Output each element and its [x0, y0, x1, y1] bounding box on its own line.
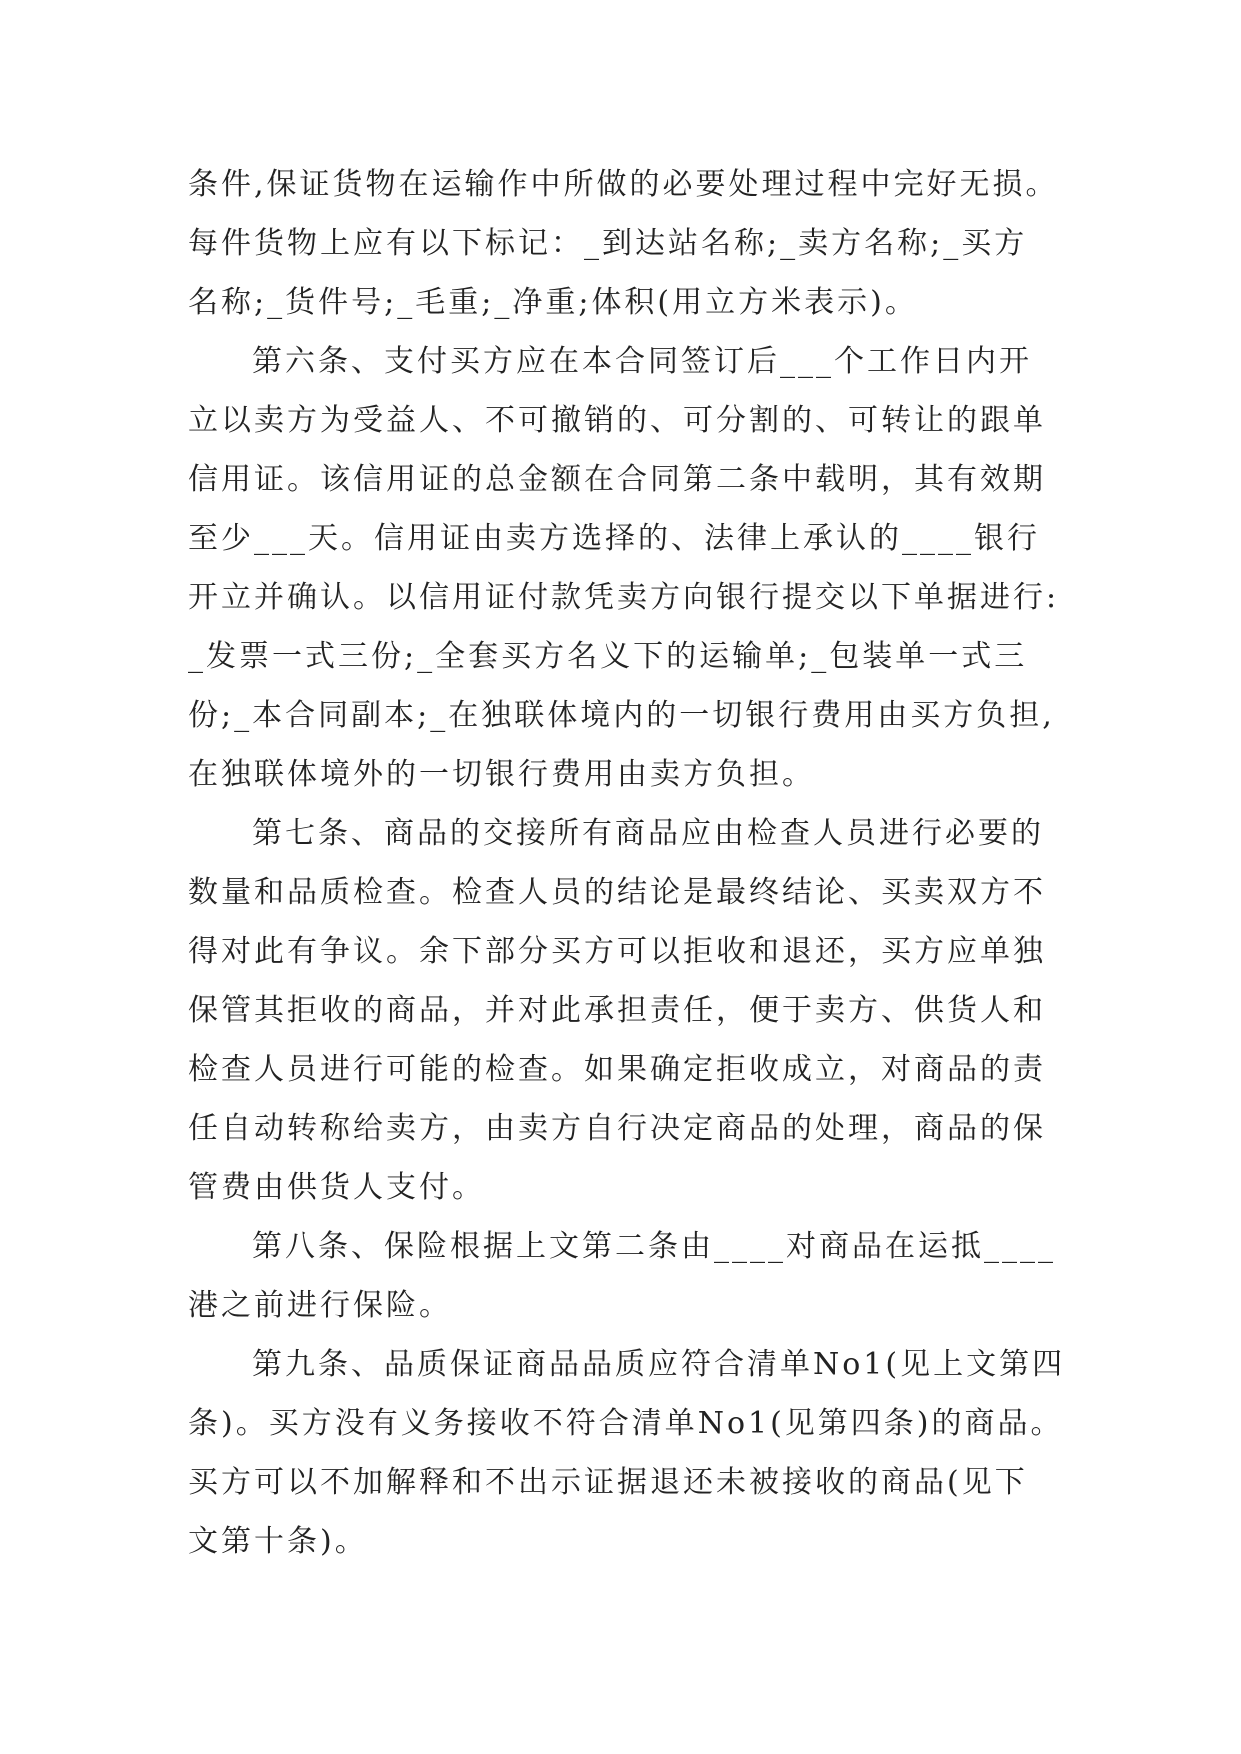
- text-line: 第六条、支付买方应在本合同签订后___个工作日内开: [252, 344, 1032, 379]
- text-line: _发票一式三份;_全套买方名义下的运输单;_包装单一式三: [188, 639, 1028, 674]
- text-line: 数量和品质检查。检查人员的结论是最终结论、买卖双方不: [188, 875, 1046, 910]
- text-line: 开立并确认。以信用证付款凭卖方向银行提交以下单据进行:: [188, 580, 1060, 615]
- text-line: 在独联体境外的一切银行费用由卖方负担。: [188, 757, 815, 792]
- text-line: 份;_本合同副本;_在独联体境内的一切银行费用由买方负担,: [188, 698, 1055, 733]
- text-line: 任自动转称给卖方，由卖方自行决定商品的处理，商品的保: [188, 1111, 1046, 1146]
- text-line: 条件,保证货物在运输作中所做的必要处理过程中完好无损。: [188, 167, 1059, 202]
- paragraph-marking-clause: [188, 155, 1078, 332]
- text-line: 信用证。该信用证的总金额在合同第二条中载明，其有效期: [188, 462, 1046, 497]
- text-line: 保管其拒收的商品，并对此承担责任，便于卖方、供货人和: [188, 993, 1046, 1028]
- text-line: 管费由供货人支付。: [188, 1170, 485, 1205]
- text-line: 条)。买方没有义务接收不符合清单No1(见第四条)的商品。: [188, 1406, 1064, 1441]
- text-line: 文第十条)。: [188, 1524, 368, 1559]
- paragraph-article-6-payment: [188, 332, 1078, 804]
- text-line: 每件货物上应有以下标记：_到达站名称;_卖方名称;_买方: [188, 226, 1028, 261]
- text-line: 至少___天。信用证由卖方选择的、法律上承认的____银行: [188, 521, 1040, 556]
- text-line: 第七条、商品的交接所有商品应由检查人员进行必要的: [252, 816, 1044, 851]
- text-line: 名称;_货件号;_毛重;_净重;体积(用立方米表示)。: [188, 285, 918, 320]
- text-line: 第八条、保险根据上文第二条由____对商品在运抵____: [252, 1229, 1056, 1264]
- text-line: 买方可以不加解释和不出示证据退还未被接收的商品(见下: [188, 1465, 1028, 1500]
- paragraph-article-8-insurance: [188, 1217, 1078, 1335]
- contract-body: [188, 155, 1078, 1571]
- text-line: 检查人员进行可能的检查。如果确定拒收成立，对商品的责: [188, 1052, 1046, 1087]
- text-line: 立以卖方为受益人、不可撤销的、可分割的、可转让的跟单: [188, 403, 1046, 438]
- paragraph-article-9-quality: [188, 1335, 1078, 1571]
- text-line: 港之前进行保险。: [188, 1288, 452, 1323]
- paragraph-article-7-delivery: [188, 804, 1078, 1217]
- text-line: 得对此有争议。余下部分买方可以拒收和退还，买方应单独: [188, 934, 1046, 969]
- text-line: 第九条、品质保证商品品质应符合清单No1(见上文第四: [252, 1347, 1066, 1382]
